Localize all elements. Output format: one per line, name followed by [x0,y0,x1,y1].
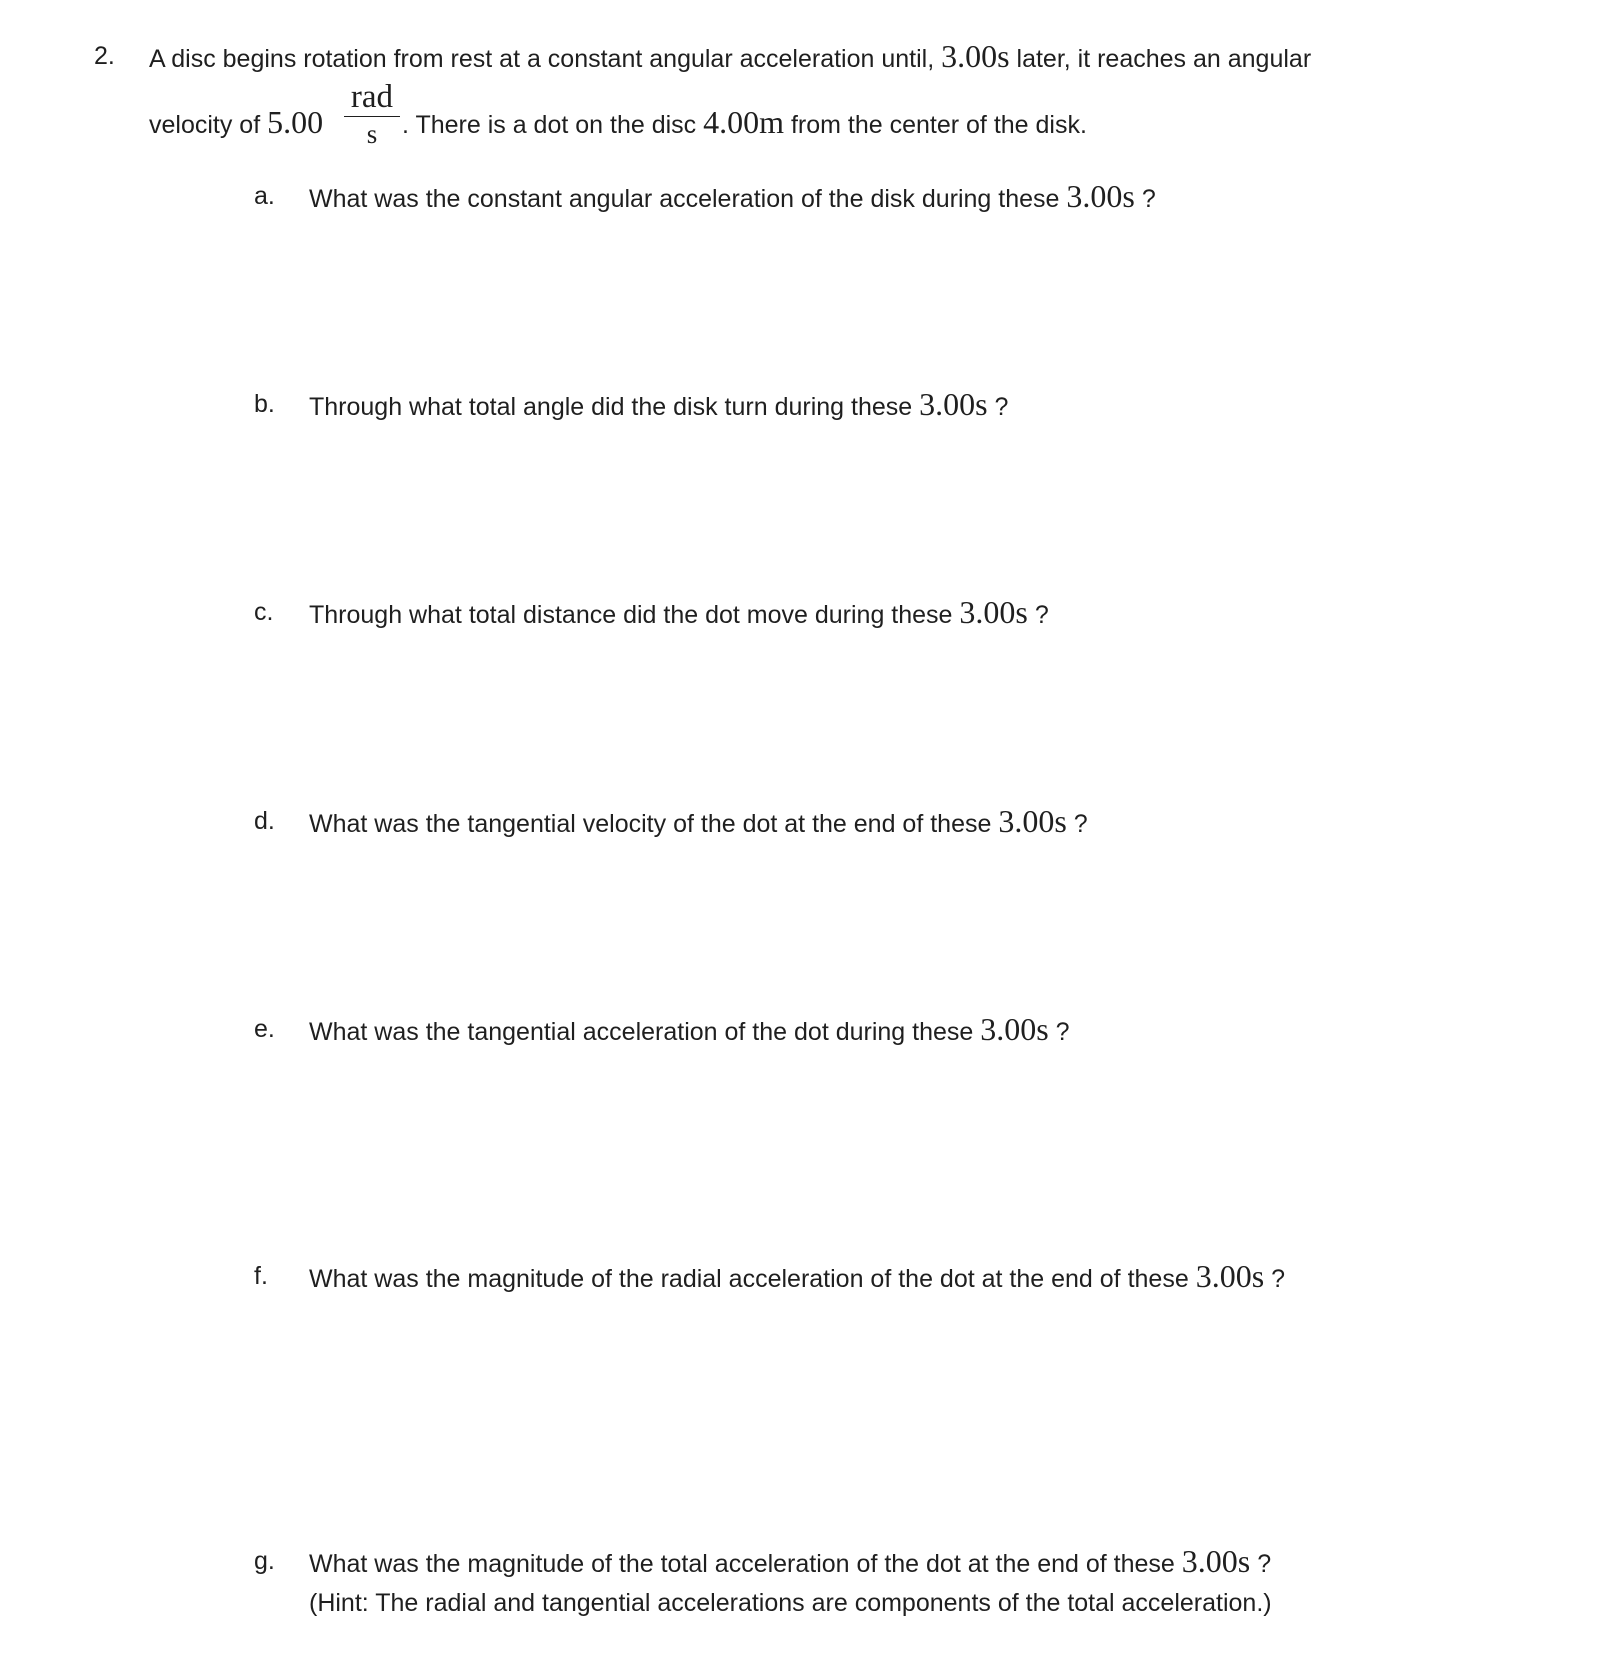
question-a-label: a. [254,182,275,210]
question-b-text: Through what total angle did the disk turn during these [309,393,913,421]
question-g-hint: (Hint: The radial and tangential accelerations are components of the total acceleration.) [309,1589,1272,1617]
problem-line-1-text-after: later, it reaches an angular [1016,45,1312,73]
fraction-numerator: rad [350,79,394,115]
problem-line-2-start [149,104,324,140]
question-b-mark: ? [994,393,1009,421]
question-a-text: What was the constant angular acceleration of the disk during these [309,185,1060,213]
question-e-label: e. [254,1015,275,1043]
question-g-time: 3.00s [1181,1543,1251,1579]
problem-line-2-end [402,104,1087,140]
question-c-time: 3.00s [959,594,1028,630]
question-c-mark: ? [1034,601,1049,629]
problem-line-1-text: A disc begins rotation from rest at a constant angular acceleration until, [149,45,935,73]
time-value: 3.00s [941,38,1010,74]
question-f-mark: ? [1271,1265,1285,1293]
question-f-label: f. [254,1262,268,1290]
question-d [309,803,1088,839]
velocity-value: 5.00 [267,104,324,140]
question-e-text: What was the tangential acceleration of the dot during these [309,1018,974,1046]
dot-text: . There is a dot on the disc [402,111,697,139]
question-b-label: b. [254,390,275,418]
question-a-time: 3.00s [1066,178,1135,214]
question-a-mark: ? [1141,185,1156,213]
problem-number: 2. [94,42,115,70]
question-c-text: Through what total distance did the dot move during these [309,601,953,629]
question-d-label: d. [254,807,275,835]
question-f-text: What was the magnitude of the radial acceleration of the dot at the end of these [309,1265,1189,1293]
distance-value: 4.00m [703,104,784,140]
dot-text-after: from the center of the disk. [790,111,1087,139]
question-c-label: c. [254,598,274,626]
fraction-denominator: s [366,119,378,149]
question-a [309,178,1156,214]
velocity-text: velocity of [149,111,261,139]
question-c [309,594,1049,630]
question-g [309,1543,1272,1579]
question-b-time: 3.00s [919,386,988,422]
problem-line-1 [149,38,1312,74]
question-e [309,1011,1070,1047]
question-e-mark: ? [1055,1018,1070,1046]
question-d-text: What was the tangential velocity of the dot at the end of these [309,810,992,838]
fraction-bar [344,116,400,117]
question-f-time: 3.00s [1195,1258,1265,1294]
question-g-text: What was the magnitude of the total acceleration of the dot at the end of these [309,1550,1175,1578]
question-d-mark: ? [1073,810,1088,838]
question-f [309,1258,1285,1294]
question-g-mark: ? [1257,1550,1272,1578]
question-e-time: 3.00s [980,1011,1049,1047]
question-g-label: g. [254,1547,275,1575]
question-d-time: 3.00s [998,803,1067,839]
velocity-unit-fraction [344,80,400,149]
question-b [309,386,1009,422]
